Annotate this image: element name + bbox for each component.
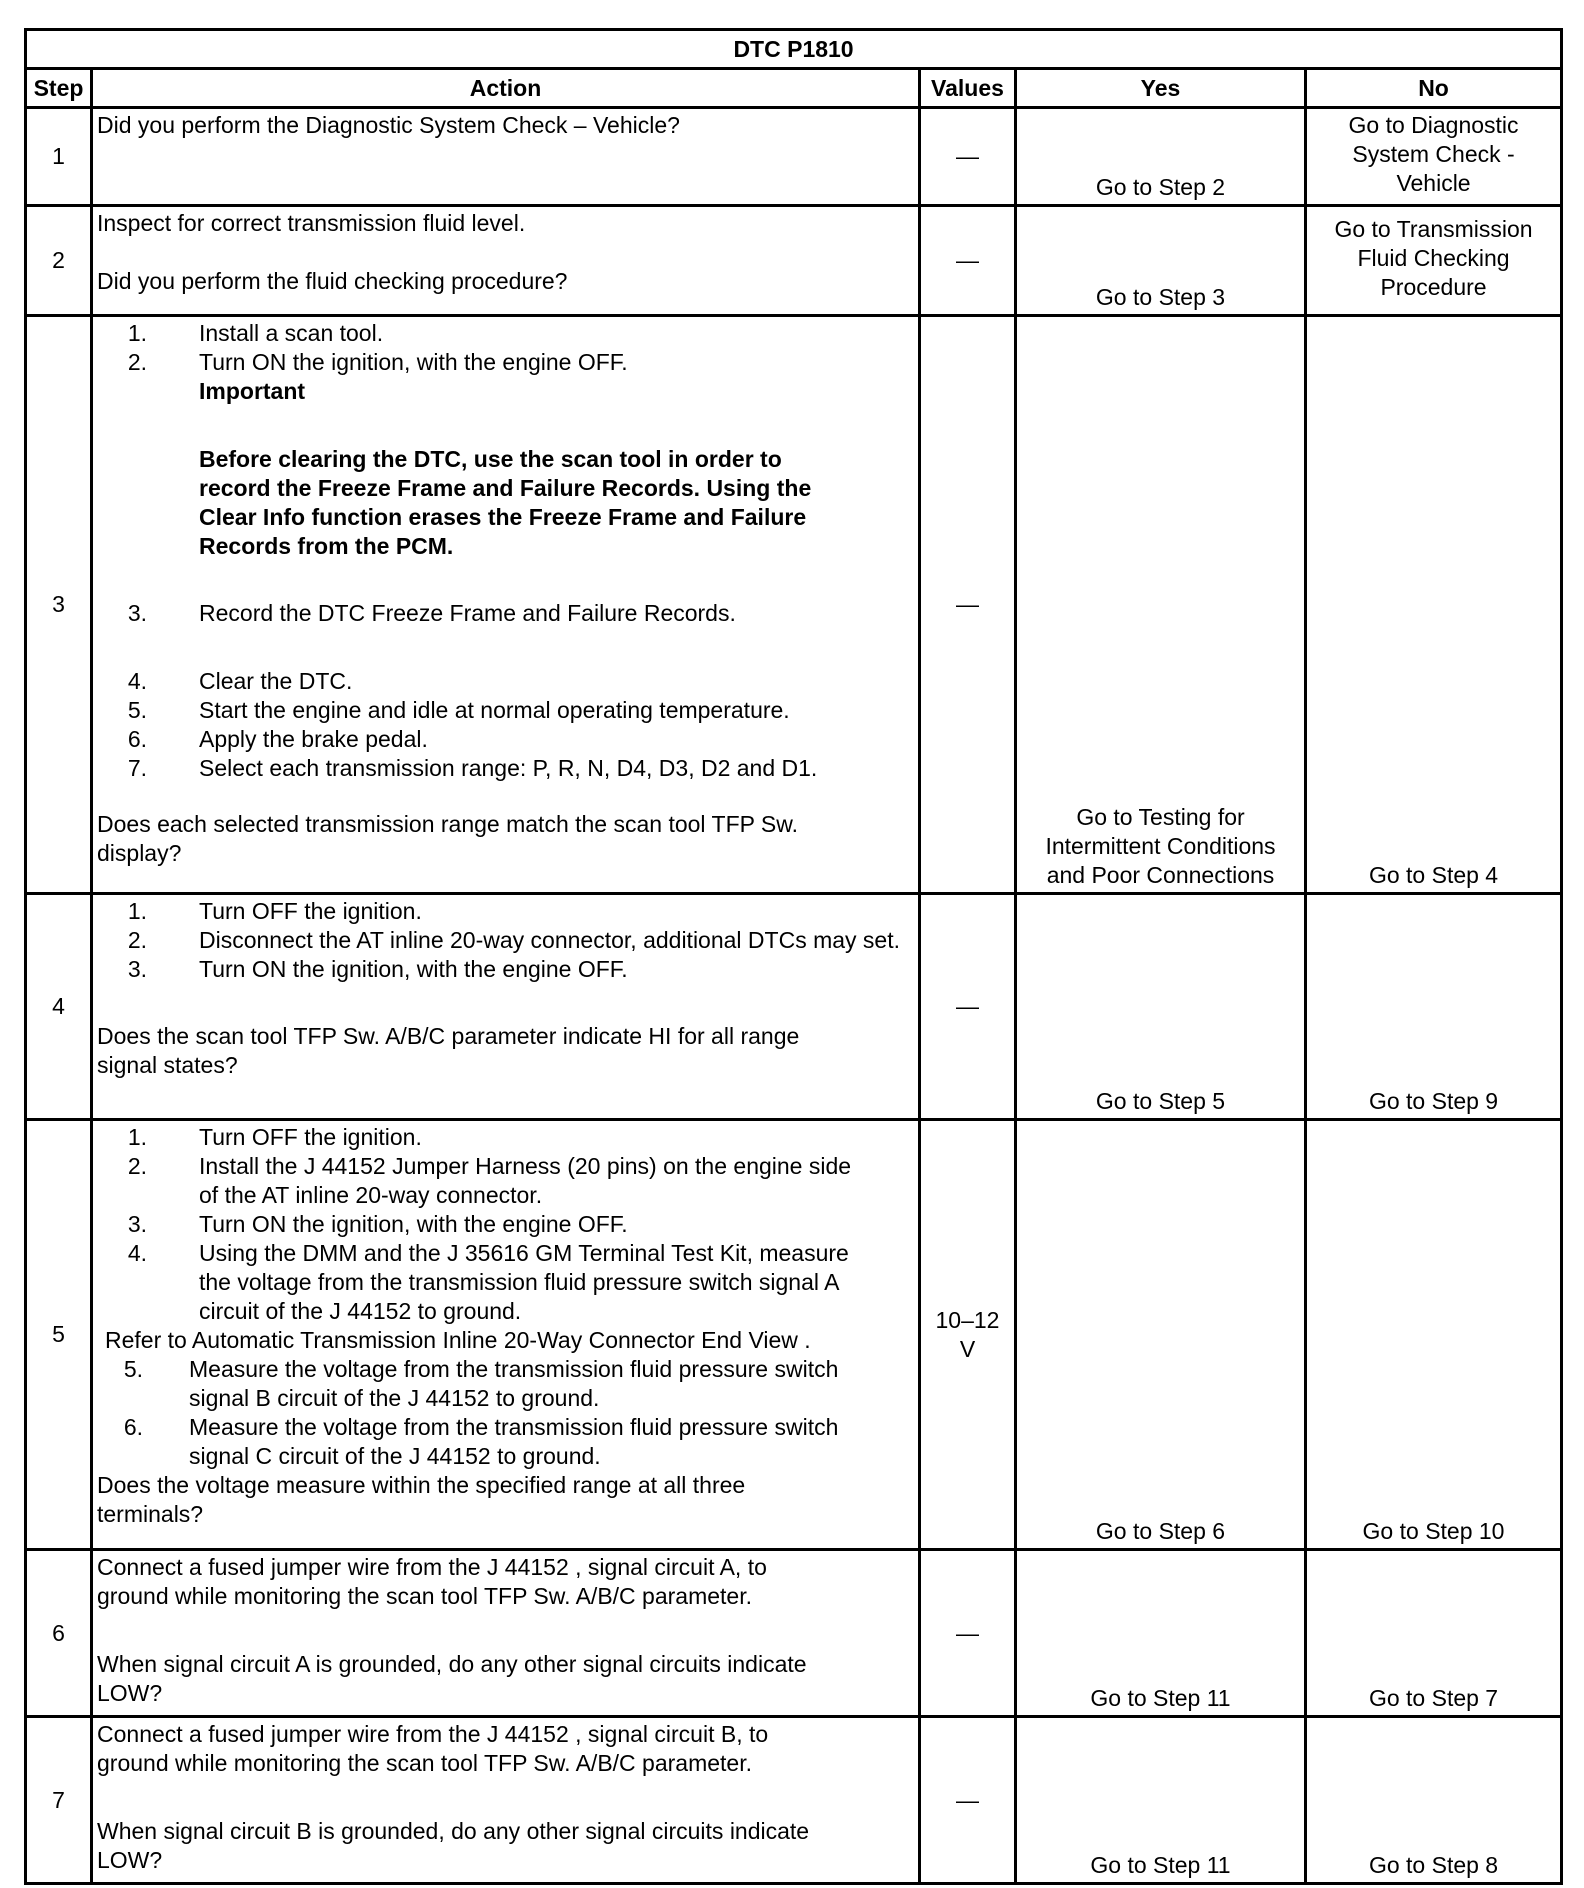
important-note: Before clearing the DTC, use the scan tool in order to record the Freeze Frame and Failure Records. Using the Clear Info function erases the Freeze Frame and Failure Records from the PCM. bbox=[199, 446, 812, 559]
no-line: Go to Transmission bbox=[1334, 216, 1533, 242]
no-line: System Check - bbox=[1352, 141, 1515, 167]
step-number: 3 bbox=[26, 316, 92, 894]
no-line: Fluid Checking bbox=[1357, 245, 1510, 271]
table-row bbox=[26, 894, 1562, 1120]
header-yes: Yes bbox=[1016, 69, 1306, 108]
list-item: 3. Record the DTC Freeze Frame and Failure Records. bbox=[127, 600, 736, 626]
value-cell: — bbox=[920, 206, 1016, 316]
action-cell bbox=[92, 1717, 920, 1884]
yes-line: and Poor Connections bbox=[1046, 862, 1275, 888]
refer-text: Refer to Automatic Transmission Inline 20-Way Connector End View . bbox=[105, 1327, 811, 1353]
list-item: 2. Turn ON the ignition, with the engine OFF. bbox=[127, 349, 628, 375]
yes-cell: Go to Step 6 bbox=[1016, 1120, 1306, 1550]
header-values: Values bbox=[920, 69, 1016, 108]
yes-cell: Go to Step 2 bbox=[1016, 108, 1306, 206]
action-question: Did you perform the fluid checking procedure? bbox=[97, 268, 568, 294]
table-row bbox=[26, 206, 1562, 316]
value-line: V bbox=[959, 1335, 976, 1362]
yes-line: Go to Testing for bbox=[1076, 804, 1245, 830]
header-no: No bbox=[1306, 69, 1562, 108]
value-cell: — bbox=[920, 316, 1016, 894]
step-number: 4 bbox=[26, 894, 92, 1120]
action-cell bbox=[92, 316, 920, 894]
yes-line: Intermittent Conditions bbox=[1045, 833, 1276, 859]
action-question: When signal circuit A is grounded, do any other signal circuits indicate LOW? bbox=[97, 1651, 807, 1706]
list-item: 7. Select each transmission range: P, R, N, D4, D3, D2 and D1. bbox=[127, 755, 818, 781]
dtc-table-container bbox=[24, 28, 1560, 1885]
value-cell: — bbox=[920, 894, 1016, 1120]
list-item: 1. Turn OFF the ignition. bbox=[127, 898, 422, 924]
list-item: 1. Install a scan tool. bbox=[127, 320, 384, 346]
value-cell bbox=[920, 1120, 1016, 1550]
table-row bbox=[26, 1550, 1562, 1717]
value-cell: — bbox=[920, 1550, 1016, 1717]
no-cell: Go to Step 10 bbox=[1306, 1120, 1562, 1550]
list-item: 6. Apply the brake pedal. bbox=[127, 726, 428, 752]
value-line: 10–12 bbox=[935, 1306, 1000, 1333]
table-row bbox=[26, 316, 1562, 894]
yes-cell bbox=[1016, 316, 1306, 894]
value-cell: — bbox=[920, 1717, 1016, 1884]
action-question: Does the voltage measure within the specified range at all three terminals? bbox=[97, 1472, 746, 1527]
value-cell: — bbox=[920, 108, 1016, 206]
yes-cell: Go to Step 11 bbox=[1016, 1550, 1306, 1717]
action-cell bbox=[92, 1550, 920, 1717]
no-cell: Go to Step 8 bbox=[1306, 1717, 1562, 1884]
no-line: Vehicle bbox=[1396, 170, 1471, 196]
no-cell: Go to Step 9 bbox=[1306, 894, 1562, 1120]
list-item: 6. Measure the voltage from the transmission fluid pressure switch signal C circuit of the J 44152 to ground. bbox=[123, 1414, 839, 1469]
no-cell bbox=[1306, 206, 1562, 316]
action-text: Connect a fused jumper wire from the J 44152 , signal circuit B, to ground while monitoring the scan tool TFP Sw. A/B/C parameter. bbox=[97, 1721, 769, 1776]
no-cell bbox=[1306, 108, 1562, 206]
action-cell bbox=[92, 894, 920, 1120]
step-number: 2 bbox=[26, 206, 92, 316]
action-cell bbox=[92, 206, 920, 316]
yes-cell: Go to Step 5 bbox=[1016, 894, 1306, 1120]
action-question: When signal circuit B is grounded, do any other signal circuits indicate LOW? bbox=[97, 1818, 810, 1873]
header-step: Step bbox=[26, 69, 92, 108]
yes-cell: Go to Step 3 bbox=[1016, 206, 1306, 316]
table-title: DTC P1810 bbox=[26, 30, 1562, 69]
list-item: 4. Using the DMM and the J 35616 GM Terminal Test Kit, measure the voltage from the transmission fluid pressure switch signal A circuit of the J 44152 to ground. bbox=[127, 1240, 849, 1324]
list-item: 1. Turn OFF the ignition. bbox=[127, 1124, 422, 1150]
no-line: Go to Diagnostic bbox=[1348, 112, 1519, 138]
action-question: Does each selected transmission range match the scan tool TFP Sw. display? bbox=[97, 811, 799, 866]
no-line: Procedure bbox=[1380, 274, 1487, 300]
table-row bbox=[26, 108, 1562, 206]
table-row bbox=[26, 1717, 1562, 1884]
list-item: 3. Turn ON the ignition, with the engine OFF. bbox=[127, 956, 628, 982]
no-cell: Go to Step 7 bbox=[1306, 1550, 1562, 1717]
action-cell bbox=[92, 1120, 920, 1550]
action-text: Inspect for correct transmission fluid level. bbox=[97, 210, 526, 236]
yes-cell: Go to Step 11 bbox=[1016, 1717, 1306, 1884]
action-question: Did you perform the Diagnostic System Check – Vehicle? bbox=[97, 112, 680, 138]
header-action: Action bbox=[92, 69, 920, 108]
important-label: Important bbox=[199, 378, 306, 404]
list-item: 4. Clear the DTC. bbox=[127, 668, 353, 694]
list-item: 5. Start the engine and idle at normal operating temperature. bbox=[127, 697, 790, 723]
dtc-table bbox=[24, 28, 1563, 1885]
step-number: 7 bbox=[26, 1717, 92, 1884]
step-number: 6 bbox=[26, 1550, 92, 1717]
action-cell bbox=[92, 108, 920, 206]
step-number: 1 bbox=[26, 108, 92, 206]
list-item: 3. Turn ON the ignition, with the engine OFF. bbox=[127, 1211, 628, 1237]
list-item: 5. Measure the voltage from the transmission fluid pressure switch signal B circuit of the J 44152 to ground. bbox=[123, 1356, 839, 1411]
step-number: 5 bbox=[26, 1120, 92, 1550]
list-item: 2. Install the J 44152 Jumper Harness (20 pins) on the engine side of the AT inline 20-way connector. bbox=[127, 1153, 852, 1208]
no-cell: Go to Step 4 bbox=[1306, 316, 1562, 894]
list-item: 2. Disconnect the AT inline 20-way connector, additional DTCs may set. bbox=[127, 927, 900, 953]
table-row bbox=[26, 1120, 1562, 1550]
action-question: Does the scan tool TFP Sw. A/B/C parameter indicate HI for all range signal states? bbox=[97, 1023, 800, 1078]
action-text: Connect a fused jumper wire from the J 44152 , signal circuit A, to ground while monitoring the scan tool TFP Sw. A/B/C parameter. bbox=[97, 1554, 767, 1609]
